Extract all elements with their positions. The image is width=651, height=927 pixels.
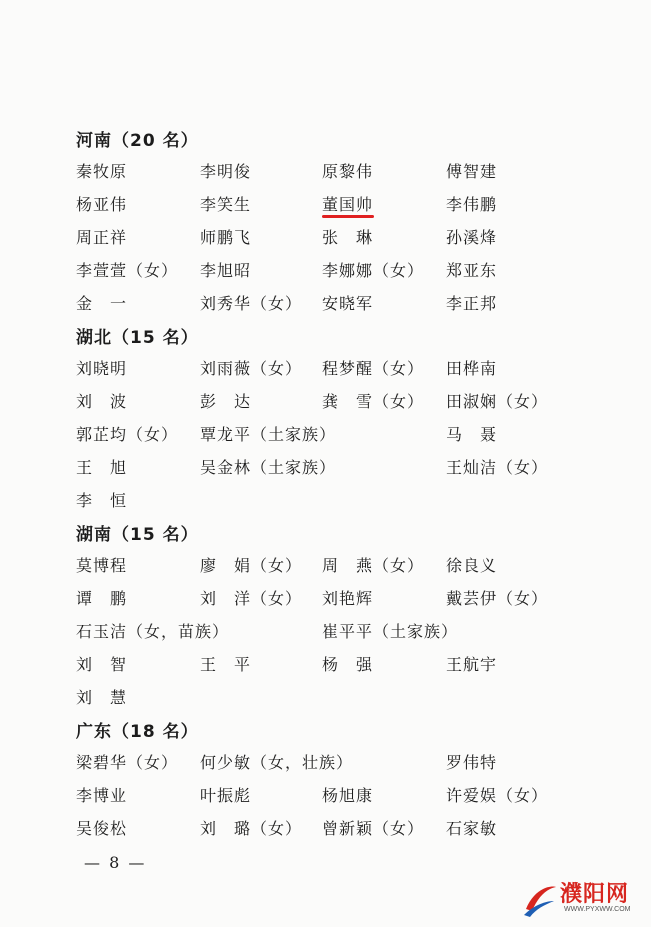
name-entry: 莫博程 [76,556,128,575]
name-entry: 李 恒 [76,491,128,510]
name-entry: 戴芸伊（女） [446,589,549,608]
name-entry: 刘雨薇（女） [200,359,303,378]
name-entry: 王航宇 [446,655,498,674]
name-entry: 覃龙平（土家族） [200,425,337,444]
name-entry: 曾新颖（女） [322,819,425,838]
name-entry: 程梦醒（女） [322,359,425,378]
name-entry: 许爱娱（女） [446,786,549,805]
name-entry: 谭 鹏 [76,589,128,608]
name-entry: 郑亚东 [446,261,498,280]
name-entry: 廖 娟（女） [200,556,303,575]
page-number: — 8 — [84,853,147,872]
name-entry: 杨 强 [322,655,374,674]
name-entry: 李伟鹏 [446,195,498,214]
red-underline-mark [322,215,374,218]
name-entry: 杨亚伟 [76,195,128,214]
name-entry: 孙溪烽 [446,228,498,247]
name-entry: 叶振彪 [200,786,252,805]
name-entry: 徐良义 [446,556,498,575]
watermark-url: WWW.PYXWW.COM [564,906,631,913]
name-entry: 崔平平（土家族） [322,622,459,641]
name-entry: 周 燕（女） [322,556,425,575]
name-entry: 刘秀华（女） [200,294,303,313]
name-entry: 李博业 [76,786,128,805]
name-entry: 傅智建 [446,162,498,181]
name-entry: 刘晓明 [76,359,128,378]
name-entry: 李正邦 [446,294,498,313]
name-entry: 石玉洁（女，苗族） [76,622,230,641]
section-heading-henan: 河南（20 名） [76,131,199,151]
name-entry: 原黎伟 [322,162,374,181]
name-entry: 刘 波 [76,392,128,411]
name-entry: 龚 雪（女） [322,392,425,411]
name-entry: 金 一 [76,294,128,313]
name-entry: 师鹏飞 [200,228,252,247]
name-entry: 彭 达 [200,392,252,411]
name-entry: 秦牧原 [76,162,128,181]
name-entry: 郭芷均（女） [76,425,179,444]
swoosh-logo-icon [520,879,560,919]
name-entry: 周正祥 [76,228,128,247]
section-heading-guangdong: 广东（18 名） [76,722,199,742]
name-entry: 王 平 [200,655,252,674]
name-entry: 吴金林（土家族） [200,458,337,477]
name-entry: 张 琳 [322,228,374,247]
name-entry: 李明俊 [200,162,252,181]
name-entry: 罗伟特 [446,753,498,772]
name-entry: 刘 璐（女） [200,819,303,838]
site-watermark [520,875,646,923]
name-entry: 李笑生 [200,195,252,214]
name-entry: 吴俊松 [76,819,128,838]
name-entry: 王灿洁（女） [446,458,549,477]
name-entry: 安晓军 [322,294,374,313]
name-entry: 田桦南 [446,359,498,378]
name-entry: 李娜娜（女） [322,261,425,280]
name-entry: 王 旭 [76,458,128,477]
name-entry: 梁碧华（女） [76,753,179,772]
name-entry: 马 聂 [446,425,498,444]
name-entry: 何少敏（女，壮族） [200,753,354,772]
name-entry: 李萱萱（女） [76,261,179,280]
section-heading-hubei: 湖北（15 名） [76,328,199,348]
name-entry: 田淑娴（女） [446,392,549,411]
name-entry: 刘 智 [76,655,128,674]
name-entry: 石家敏 [446,819,498,838]
name-entry: 杨旭康 [322,786,374,805]
section-heading-hunan: 湖南（15 名） [76,525,199,545]
name-entry: 刘艳辉 [322,589,374,608]
watermark-site-name: 濮阳网 [560,882,630,907]
name-entry: 刘 慧 [76,688,128,707]
highlighted-name: 董国帅 [322,195,374,214]
name-entry: 李旭昭 [200,261,252,280]
name-entry: 刘 洋（女） [200,589,303,608]
